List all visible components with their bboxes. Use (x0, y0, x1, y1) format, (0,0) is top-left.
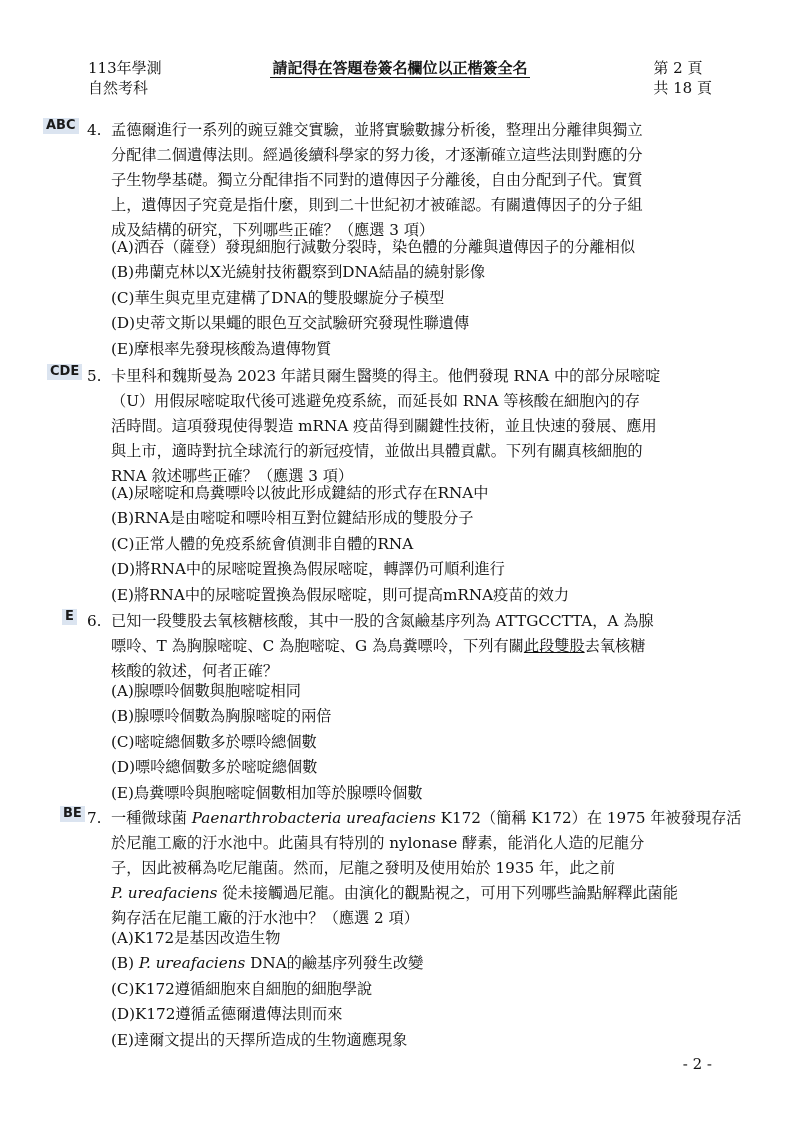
question-stem (111, 806, 742, 931)
stem-line: 一種微球菌 Paenarthrobacteria ureafaciens K172（簡稱 K172）在 1975 年被發現存活 (111, 809, 742, 827)
option-c: (C)正常人體的免疫系統會偵測非自體的RNA (111, 534, 414, 553)
stem-line: 分配律二個遺傳法則。經過後續科學家的努力後，才逐漸確立這些法則對應的分 (111, 146, 643, 164)
stem-line: 上，遺傳因子究竟是指什麼，則到二十世紀初才被確認。有關遺傳因子的分子組 (111, 196, 643, 214)
option-c: (C)K172遵循細胞來自細胞的細胞學說 (111, 979, 373, 998)
stem-line: 子生物學基礎。獨立分配律指不同對的遺傳因子分離後，自由分配到子代。實質 (111, 171, 643, 189)
exam-name: 113年學測 (88, 59, 162, 77)
underlined-phrase: 此段雙股 (523, 637, 585, 655)
signature-notice: 請記得在答題卷簽名欄位以正楷簽全名 (272, 59, 528, 77)
option-e: (E)達爾文提出的天擇所造成的生物適應現象 (111, 1030, 408, 1049)
answer-tag: E (62, 609, 77, 625)
stem-line: 子，因此被稱為吃尼龍菌。然而，尼龍之發明及使用始於 1935 年，此之前 (111, 859, 615, 877)
question-number: 4. (87, 121, 102, 139)
option-d: (D)K172遵循孟德爾遺傳法則而來 (111, 1005, 343, 1024)
stem-line: （U）用假尿嘧啶取代後可逃避免疫系統，而延長如 RNA 等核酸在細胞內的存 (111, 392, 640, 410)
stem-line: 孟德爾進行一系列的豌豆雜交實驗，並將實驗數據分析後，整理出分離律與獨立 (111, 121, 643, 139)
stem-line: 已知一段雙股去氧核糖核酸，其中一股的含氮鹼基序列為 ATTGCCTTA，A 為腺 (111, 612, 654, 630)
options-list (111, 481, 713, 608)
option-d: (D)嘌呤總個數多於嘧啶總個數 (111, 758, 318, 777)
option-b: (B)RNA是由嘧啶和嘌呤相互對位鍵結形成的雙股分子 (111, 509, 474, 528)
option-a: (A)洒吞（薩登）發現細胞行減數分裂時，染色體的分離與遺傳因子的分離相似 (111, 238, 636, 256)
stem-line: P. ureafaciens 從未接觸過尼龍。由演化的觀點視之，可用下列哪些論點解釋此菌能 (111, 884, 678, 902)
stem-line: 成及結構的研究，下列哪些正確？（應選 3 項） (111, 221, 435, 239)
option-a: (A)腺嘌呤個數與胞嘧啶相同 (111, 682, 301, 700)
option-a: (A)尿嘧啶和鳥糞嘌呤以彼此形成鍵結的形式存在RNA中 (111, 484, 489, 502)
option-d: (D)史蒂文斯以果蠅的眼色互交試驗研究發現性聯遺傳 (111, 314, 470, 333)
header-right (653, 58, 712, 98)
question-number: 6. (87, 612, 102, 630)
option-e: (E)摩根率先發現核酸為遺傳物質 (111, 339, 332, 358)
option-e: (E)將RNA中的尿嘧啶置換為假尿嘧啶，則可提高mRNA疫苗的效力 (111, 585, 570, 604)
options-list (111, 926, 713, 1053)
stem-line: 活時間。這項發現使得製造 mRNA 疫苗得到關鍵性技術，並且快速的發展、應用 (111, 417, 657, 435)
stem-line: 卡里科和魏斯曼為 2023 年諾貝爾生醫獎的得主。他們發現 RNA 中的部分尿嘧啶 (111, 367, 661, 385)
species-name: P. ureafaciens (138, 954, 246, 973)
option-b: (B)弗蘭克林以X光繞射技術觀察到DNA結晶的繞射影像 (111, 263, 486, 282)
page-header (88, 58, 712, 102)
stem-line: RNA 敘述哪些正確？（應選 3 項） (111, 467, 354, 485)
stem-line: 與上市，適時對抗全球流行的新冠疫情，並做出具體貢獻。下列有關真核細胞的 (111, 442, 643, 460)
question-number: 5. (87, 367, 102, 385)
question-stem (111, 364, 713, 489)
option-b: (B) P. ureafaciens DNA的鹼基序列發生改變 (111, 954, 424, 973)
species-name: Paenarthrobacteria ureafaciens (191, 809, 436, 827)
question-stem (111, 609, 713, 684)
subject-name: 自然考科 (88, 79, 149, 97)
option-e: (E)鳥糞嘌呤與胞嘧啶個數相加等於腺嘌呤個數 (111, 783, 423, 802)
answer-tag: BE (60, 806, 85, 822)
question-stem (111, 118, 713, 243)
question-number: 7. (87, 809, 102, 827)
stem-line: 核酸的敘述，何者正確？ (111, 662, 279, 680)
option-d: (D)將RNA中的尿嘧啶置換為假尿嘧啶，轉譯仍可順利進行 (111, 560, 505, 579)
option-a: (A)K172是基因改造生物 (111, 929, 281, 947)
stem-line: 嘌呤、T 為胸腺嘧啶、C 為胞嘧啶、G 為鳥糞嘌呤，下列有關此段雙股去氧核糖 (111, 637, 646, 655)
page-footer: - 2 - (682, 1055, 712, 1073)
option-c: (C)華生與克里克建構了DNA的雙股螺旋分子模型 (111, 288, 445, 307)
page-number: 第 2 頁 (653, 59, 703, 77)
stem-line: 於尼龍工廠的汙水池中。此菌具有特別的 nylonase 酵素，能消化人造的尼龍分 (111, 834, 645, 852)
total-pages: 共 18 頁 (653, 79, 712, 97)
option-b: (B)腺嘌呤個數為胸腺嘧啶的兩倍 (111, 707, 332, 726)
option-c: (C)嘧啶總個數多於嘌呤總個數 (111, 732, 317, 751)
answer-tag: CDE (47, 364, 82, 380)
stem-line: 夠存活在尼龍工廠的汙水池中？（應選 2 項） (111, 909, 419, 927)
options-list (111, 679, 713, 806)
species-name: P. ureafaciens (111, 884, 218, 902)
answer-tag: ABC (43, 118, 79, 134)
options-list (111, 235, 713, 362)
